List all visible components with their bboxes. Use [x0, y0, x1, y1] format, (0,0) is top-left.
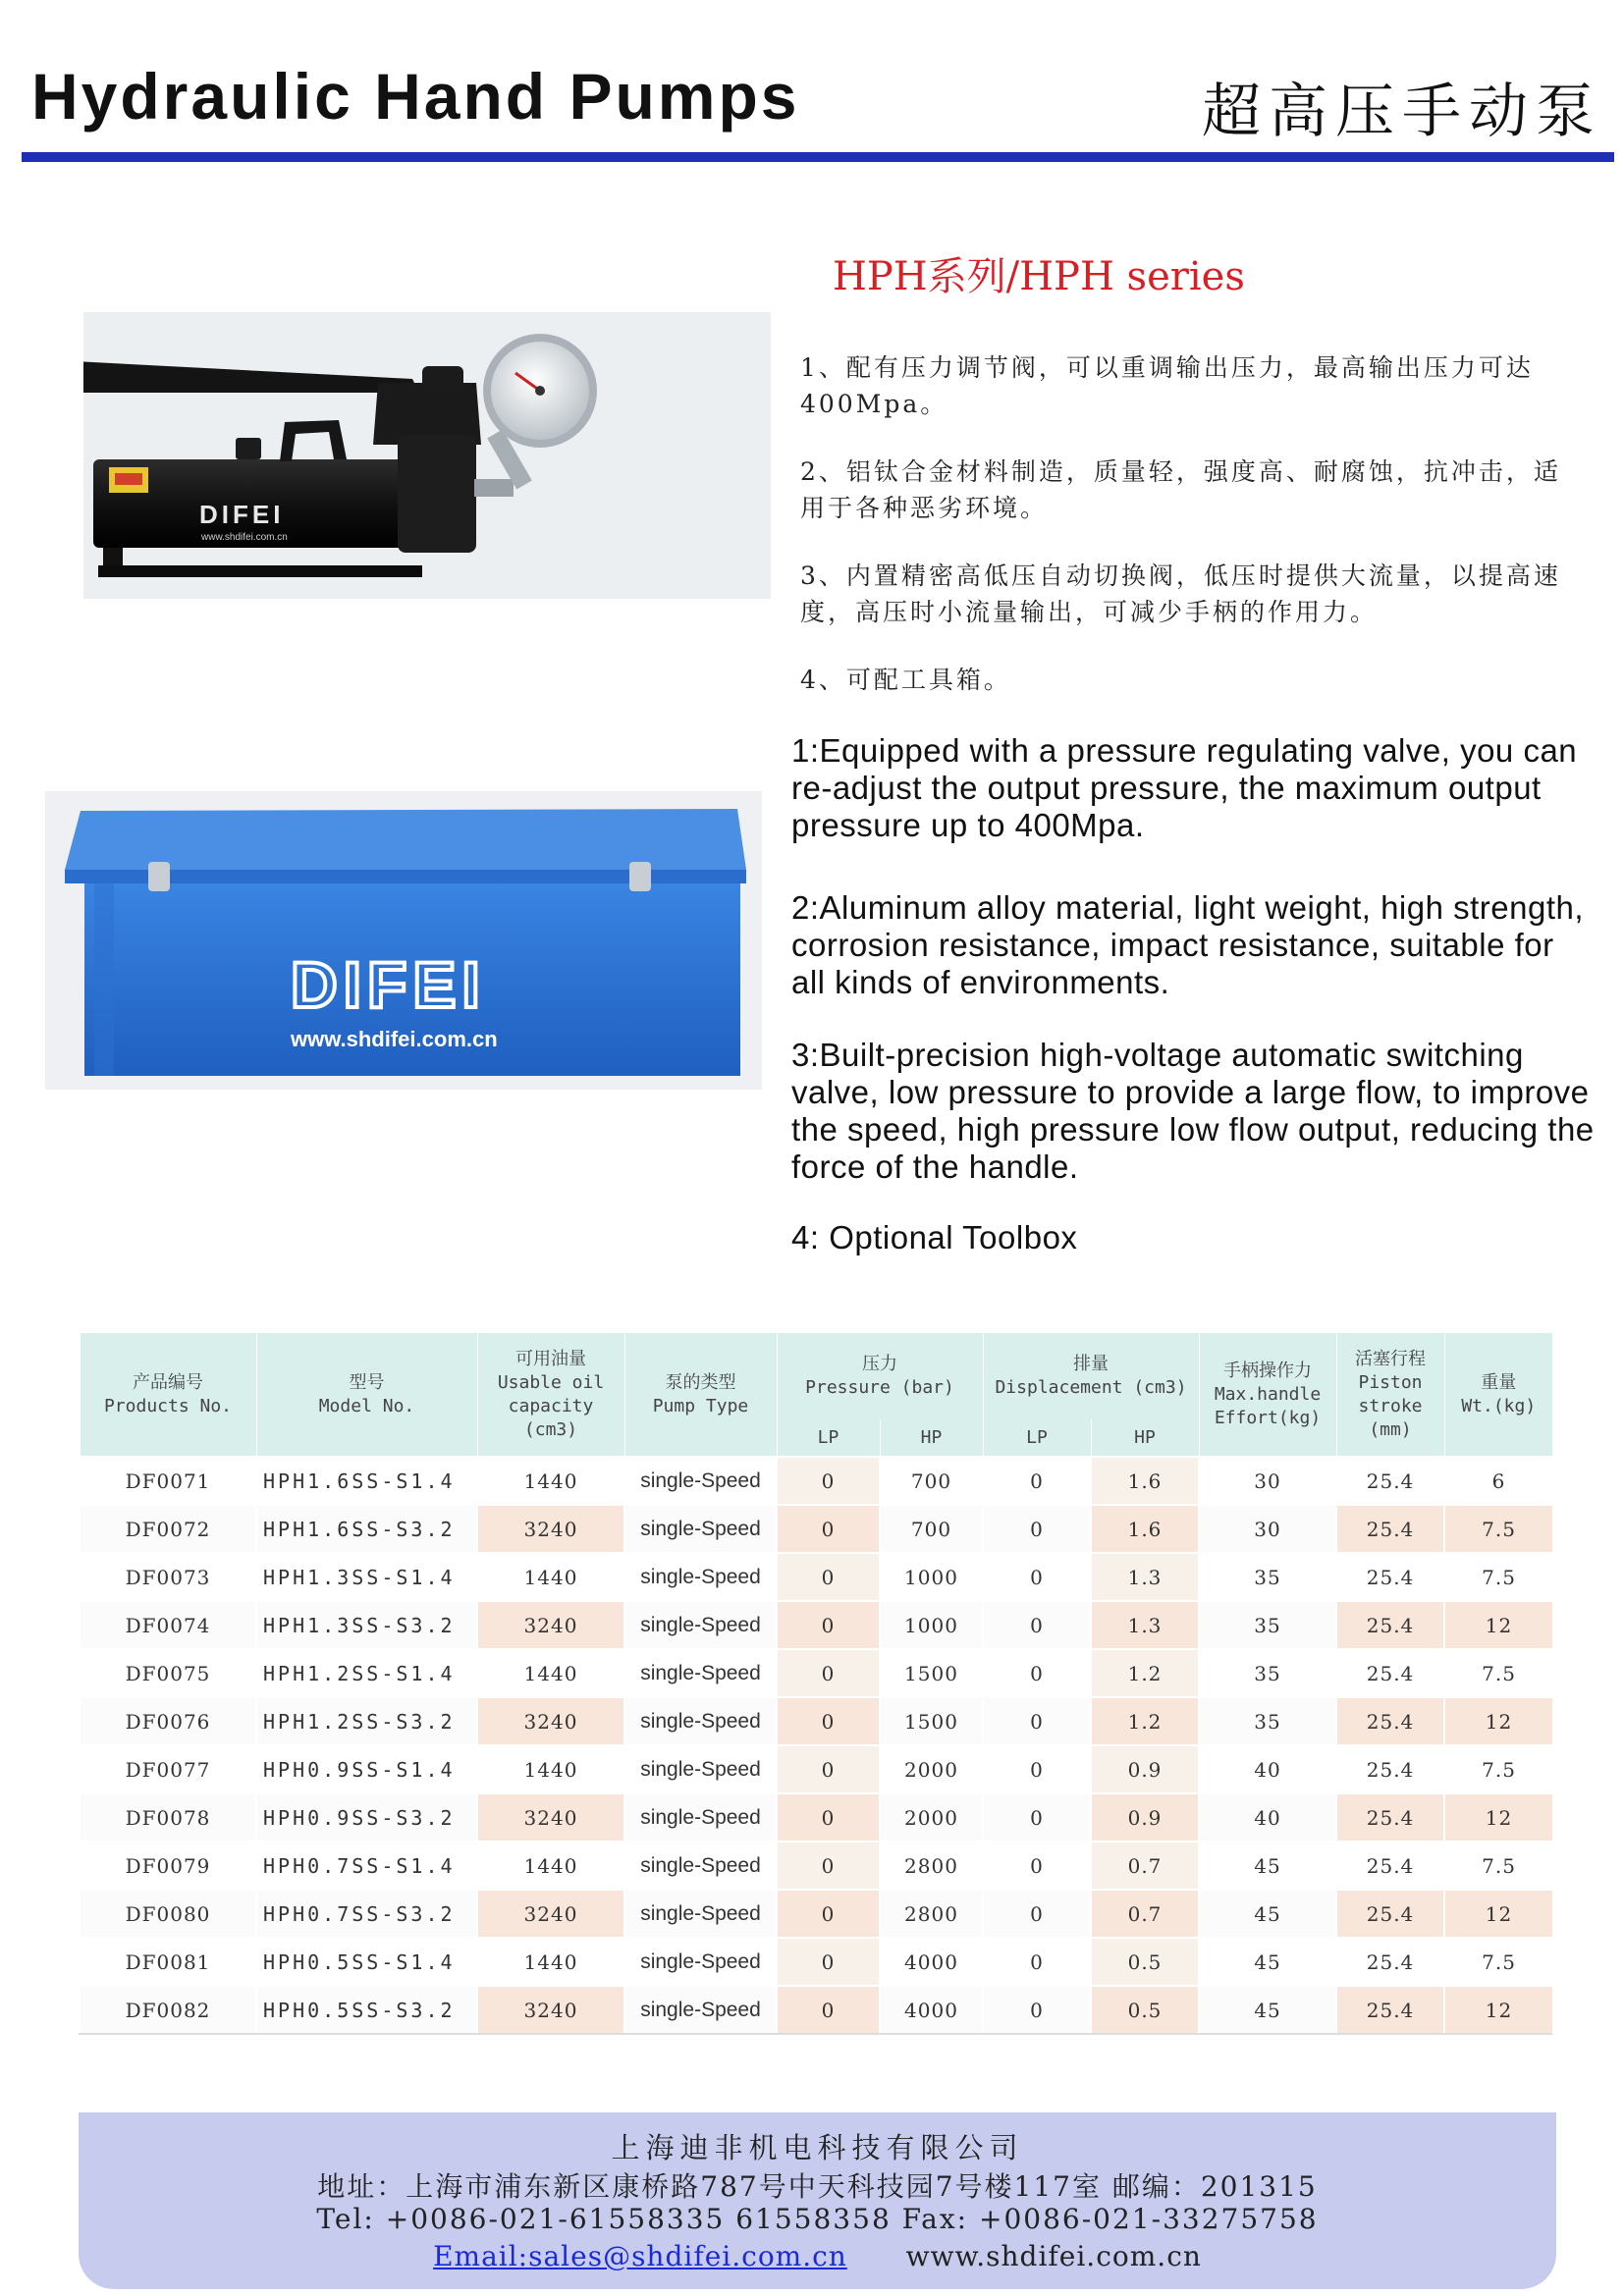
cell-disp-hp: 1.3	[1091, 1553, 1199, 1601]
table-row	[80, 1938, 1552, 1986]
header-weight-cn: 重量	[1481, 1371, 1517, 1393]
page-title-chinese: 超高压手动泵	[1202, 78, 1602, 146]
company-footer	[79, 2112, 1556, 2289]
cell-pump-type: single-Speed	[624, 1649, 777, 1697]
cell-model-no: HPH0.7SS-S1.4	[256, 1842, 477, 1890]
cell-product-no: DF0082	[80, 1986, 256, 2034]
cell-pump-type: single-Speed	[624, 1697, 777, 1745]
cell-handle-effort: 45	[1199, 1890, 1336, 1938]
header-product-cn: 产品编号	[133, 1371, 203, 1393]
hand-pump-illustration	[83, 312, 771, 599]
cell-piston-stroke: 25.4	[1336, 1793, 1444, 1842]
cell-product-no: DF0079	[80, 1842, 256, 1890]
cell-weight: 12	[1444, 1986, 1552, 2034]
cell-model-no: HPH1.6SS-S3.2	[256, 1505, 477, 1553]
cell-piston-stroke: 25.4	[1336, 1745, 1444, 1793]
cell-weight: 12	[1444, 1601, 1552, 1649]
cell-model-no: HPH1.2SS-S1.4	[256, 1649, 477, 1697]
cell-handle-effort: 35	[1199, 1553, 1336, 1601]
cell-weight: 7.5	[1444, 1938, 1552, 1986]
cell-disp-hp: 0.7	[1091, 1842, 1199, 1890]
feature-cn-3: 3、内置精密高低压自动切换阀，低压时提供大流量，以提高速度，高压时小流量输出，可减少手柄的作用力。	[800, 561, 1561, 626]
header-pump-type	[624, 1333, 777, 1457]
cell-model-no: HPH0.5SS-S1.4	[256, 1938, 477, 1986]
cell-weight: 7.5	[1444, 1842, 1552, 1890]
cell-product-no: DF0076	[80, 1697, 256, 1745]
header-product-no	[80, 1333, 256, 1457]
header-oil-en-2: capacity	[508, 1395, 594, 1416]
header-disp-hp: HP	[1091, 1419, 1199, 1457]
cell-pressure-lp: 0	[777, 1457, 880, 1505]
cell-weight: 7.5	[1444, 1553, 1552, 1601]
header-pressure	[777, 1333, 983, 1419]
hand-pump-photo	[83, 312, 771, 599]
cell-product-no: DF0078	[80, 1793, 256, 1842]
cell-piston-stroke: 25.4	[1336, 1601, 1444, 1649]
cell-weight: 12	[1444, 1697, 1552, 1745]
cell-pump-type: single-Speed	[624, 1505, 777, 1553]
table-header-row	[80, 1333, 1552, 1419]
cell-model-no: HPH1.3SS-S1.4	[256, 1553, 477, 1601]
cell-pressure-lp: 0	[777, 1745, 880, 1793]
cell-piston-stroke: 25.4	[1336, 1697, 1444, 1745]
cell-product-no: DF0077	[80, 1745, 256, 1793]
cell-weight: 6	[1444, 1457, 1552, 1505]
footer-company-name: 上海迪非机电科技有限公司	[611, 2131, 1024, 2164]
cell-disp-lp: 0	[983, 1457, 1091, 1505]
feature-cn-2: 2、铝钛合金材料制造，质量轻，强度高、耐腐蚀，抗冲击，适用于各种恶劣环境。	[800, 457, 1561, 522]
cell-pump-type: single-Speed	[624, 1601, 777, 1649]
toolbox-brand-text: DIFEI	[291, 948, 486, 1021]
footer-website: www.shdifei.com.cn	[905, 2240, 1202, 2272]
cell-disp-hp: 0.7	[1091, 1890, 1199, 1938]
cell-pressure-hp: 700	[880, 1457, 983, 1505]
cell-oil-capacity: 3240	[477, 1890, 624, 1938]
cell-pump-type: single-Speed	[624, 1986, 777, 2034]
cell-handle-effort: 45	[1199, 1986, 1336, 2034]
cell-pressure-hp: 1000	[880, 1553, 983, 1601]
cell-product-no: DF0072	[80, 1505, 256, 1553]
cell-weight: 7.5	[1444, 1649, 1552, 1697]
cell-product-no: DF0073	[80, 1553, 256, 1601]
cell-pressure-hp: 1000	[880, 1601, 983, 1649]
cell-disp-hp: 0.5	[1091, 1986, 1199, 2034]
header-effort-cn: 手柄操作力	[1223, 1360, 1313, 1381]
header-model-no	[256, 1333, 477, 1457]
cell-pressure-hp: 4000	[880, 1986, 983, 2034]
cell-pump-type: single-Speed	[624, 1793, 777, 1842]
cell-disp-hp: 0.9	[1091, 1745, 1199, 1793]
cell-pressure-hp: 1500	[880, 1649, 983, 1697]
cell-pressure-hp: 700	[880, 1505, 983, 1553]
feature-en-1: 1:Equipped with a pressure regulating valve, you can re-adjust the output pressure, the maximum output pressure up to 400Mpa.	[791, 732, 1578, 843]
table-row	[80, 1986, 1552, 2034]
header-weight-en: Wt.(kg)	[1461, 1395, 1537, 1416]
cell-disp-hp: 0.5	[1091, 1938, 1199, 1986]
cell-piston-stroke: 25.4	[1336, 1553, 1444, 1601]
table-row	[80, 1553, 1552, 1601]
cell-disp-lp: 0	[983, 1601, 1091, 1649]
header-pump-cn: 泵的类型	[665, 1371, 736, 1393]
header-product-en: Products No.	[103, 1395, 233, 1416]
header-pressure-en: Pressure (bar)	[805, 1377, 954, 1398]
header-pressure-cn: 压力	[862, 1354, 897, 1374]
header-handle-effort	[1199, 1333, 1336, 1457]
header-oil-en-1: Usable oil	[497, 1371, 605, 1393]
cell-disp-hp: 1.6	[1091, 1457, 1199, 1505]
cell-pressure-lp: 0	[777, 1890, 880, 1938]
feature-cn-1: 1、配有压力调节阀，可以重调输出压力，最高输出压力可达400Mpa。	[800, 353, 1534, 418]
header-oil-cn: 可用油量	[515, 1348, 586, 1369]
table-row	[80, 1505, 1552, 1553]
cell-handle-effort: 35	[1199, 1697, 1336, 1745]
cell-model-no: HPH1.3SS-S3.2	[256, 1601, 477, 1649]
title-divider	[22, 152, 1614, 162]
cell-pump-type: single-Speed	[624, 1745, 777, 1793]
cell-product-no: DF0075	[80, 1649, 256, 1697]
cell-disp-hp: 1.6	[1091, 1505, 1199, 1553]
cell-piston-stroke: 25.4	[1336, 1890, 1444, 1938]
cell-disp-lp: 0	[983, 1986, 1091, 2034]
cell-pressure-lp: 0	[777, 1986, 880, 2034]
header-disp-en: Displacement (cm3)	[995, 1377, 1187, 1398]
table-row	[80, 1649, 1552, 1697]
cell-product-no: DF0081	[80, 1938, 256, 1986]
footer-contact-links	[79, 2240, 1556, 2272]
header-pressure-hp: HP	[880, 1419, 983, 1457]
header-model-cn: 型号	[349, 1371, 385, 1393]
feature-cn-4: 4、可配工具箱。	[800, 666, 1011, 694]
cell-handle-effort: 35	[1199, 1601, 1336, 1649]
toolbox-url-text: www.shdifei.com.cn	[291, 1027, 498, 1051]
footer-email-link[interactable]: Email:sales@shdifei.com.cn	[433, 2240, 847, 2272]
cell-pump-type: single-Speed	[624, 1842, 777, 1890]
cell-piston-stroke: 25.4	[1336, 1649, 1444, 1697]
cell-piston-stroke: 25.4	[1336, 1986, 1444, 2034]
cell-weight: 12	[1444, 1890, 1552, 1938]
header-pump-en: Pump Type	[652, 1395, 749, 1416]
header-disp-lp: LP	[983, 1419, 1091, 1457]
cell-model-no: HPH0.9SS-S3.2	[256, 1793, 477, 1842]
header-effort-en-2: Effort(kg)	[1214, 1407, 1322, 1428]
pump-url-text: www.shdifei.com.cn	[201, 532, 288, 543]
cell-model-no: HPH0.9SS-S1.4	[256, 1745, 477, 1793]
toolbox-photo	[45, 791, 762, 1090]
cell-pressure-lp: 0	[777, 1842, 880, 1890]
cell-oil-capacity: 1440	[477, 1842, 624, 1890]
cell-pump-type: single-Speed	[624, 1890, 777, 1938]
header-stroke-en-3: (mm)	[1369, 1418, 1412, 1440]
header-stroke-cn: 活塞行程	[1355, 1348, 1427, 1369]
header-oil-en-3: (cm3)	[523, 1418, 578, 1440]
cell-pressure-lp: 0	[777, 1553, 880, 1601]
cell-disp-lp: 0	[983, 1745, 1091, 1793]
cell-handle-effort: 45	[1199, 1842, 1336, 1890]
cell-handle-effort: 35	[1199, 1649, 1336, 1697]
cell-disp-lp: 0	[983, 1842, 1091, 1890]
cell-oil-capacity: 3240	[477, 1697, 624, 1745]
cell-disp-hp: 1.2	[1091, 1649, 1199, 1697]
table-body	[80, 1457, 1552, 2034]
cell-disp-lp: 0	[983, 1793, 1091, 1842]
cell-oil-capacity: 3240	[477, 1601, 624, 1649]
cell-disp-lp: 0	[983, 1697, 1091, 1745]
cell-oil-capacity: 1440	[477, 1553, 624, 1601]
cell-oil-capacity: 3240	[477, 1505, 624, 1553]
spec-table	[79, 1333, 1551, 2035]
feature-en-2: 2:Aluminum alloy material, light weight, high strength, corrosion resistance, impact resistance, suitable for all kinds of environments.	[791, 889, 1585, 1000]
cell-handle-effort: 40	[1199, 1745, 1336, 1793]
cell-model-no: HPH1.6SS-S1.4	[256, 1457, 477, 1505]
footer-address: 地址：上海市浦东新区康桥路787号中天科技园7号楼117室 邮编：201315	[317, 2170, 1318, 2203]
header-weight	[1444, 1333, 1552, 1457]
cell-weight: 12	[1444, 1793, 1552, 1842]
cell-pressure-hp: 2000	[880, 1793, 983, 1842]
cell-model-no: HPH1.2SS-S3.2	[256, 1697, 477, 1745]
cell-disp-hp: 0.9	[1091, 1793, 1199, 1842]
cell-pressure-lp: 0	[777, 1505, 880, 1553]
feature-en-4: 4: Optional Toolbox	[791, 1219, 1078, 1255]
cell-oil-capacity: 3240	[477, 1793, 624, 1842]
table-row	[80, 1457, 1552, 1505]
cell-weight: 7.5	[1444, 1745, 1552, 1793]
cell-oil-capacity: 1440	[477, 1649, 624, 1697]
cell-pressure-hp: 1500	[880, 1697, 983, 1745]
cell-pressure-lp: 0	[777, 1649, 880, 1697]
cell-oil-capacity: 3240	[477, 1986, 624, 2034]
series-title: HPH系列/HPH series	[833, 254, 1245, 299]
footer-phone-fax: Tel: +0086-021-61558335 61558358 Fax: +0086-021-33275758	[316, 2203, 1319, 2235]
cell-disp-lp: 0	[983, 1649, 1091, 1697]
cell-product-no: DF0071	[80, 1457, 256, 1505]
toolbox-illustration	[45, 791, 762, 1090]
cell-handle-effort: 40	[1199, 1793, 1336, 1842]
header-oil-capacity	[477, 1333, 624, 1457]
cell-pump-type: single-Speed	[624, 1457, 777, 1505]
cell-pressure-lp: 0	[777, 1601, 880, 1649]
header-stroke-en-2: stroke	[1358, 1395, 1423, 1416]
cell-disp-lp: 0	[983, 1553, 1091, 1601]
header-effort-en-1: Max.handle	[1214, 1383, 1322, 1405]
table-row	[80, 1601, 1552, 1649]
header-displacement	[983, 1333, 1199, 1419]
header-piston-stroke	[1336, 1333, 1444, 1457]
cell-piston-stroke: 25.4	[1336, 1457, 1444, 1505]
cell-pressure-lp: 0	[777, 1697, 880, 1745]
cell-product-no: DF0080	[80, 1890, 256, 1938]
header-stroke-en-1: Piston	[1358, 1371, 1423, 1393]
cell-handle-effort: 30	[1199, 1505, 1336, 1553]
header-model-en: Model No.	[318, 1395, 415, 1416]
cell-oil-capacity: 1440	[477, 1457, 624, 1505]
table-row	[80, 1793, 1552, 1842]
cell-oil-capacity: 1440	[477, 1745, 624, 1793]
cell-pressure-hp: 2800	[880, 1890, 983, 1938]
cell-disp-lp: 0	[983, 1938, 1091, 1986]
pump-brand-text: DIFEI	[199, 500, 285, 529]
cell-pressure-hp: 2800	[880, 1842, 983, 1890]
table-row	[80, 1890, 1552, 1938]
cell-pressure-hp: 2000	[880, 1745, 983, 1793]
cell-pressure-hp: 4000	[880, 1938, 983, 1986]
cell-disp-hp: 1.2	[1091, 1697, 1199, 1745]
cell-disp-hp: 1.3	[1091, 1601, 1199, 1649]
cell-piston-stroke: 25.4	[1336, 1938, 1444, 1986]
header-disp-cn: 排量	[1073, 1354, 1109, 1374]
cell-pressure-lp: 0	[777, 1938, 880, 1986]
cell-product-no: DF0074	[80, 1601, 256, 1649]
table-row	[80, 1745, 1552, 1793]
cell-model-no: HPH0.7SS-S3.2	[256, 1890, 477, 1938]
cell-pump-type: single-Speed	[624, 1553, 777, 1601]
table-row	[80, 1842, 1552, 1890]
cell-model-no: HPH0.5SS-S3.2	[256, 1986, 477, 2034]
page-title: Hydraulic Hand Pumps	[31, 60, 800, 133]
cell-pump-type: single-Speed	[624, 1938, 777, 1986]
cell-weight: 7.5	[1444, 1505, 1552, 1553]
cell-piston-stroke: 25.4	[1336, 1842, 1444, 1890]
table-row	[80, 1697, 1552, 1745]
cell-handle-effort: 45	[1199, 1938, 1336, 1986]
cell-oil-capacity: 1440	[477, 1938, 624, 1986]
cell-pressure-lp: 0	[777, 1793, 880, 1842]
header-pressure-lp: LP	[777, 1419, 880, 1457]
cell-handle-effort: 30	[1199, 1457, 1336, 1505]
cell-piston-stroke: 25.4	[1336, 1505, 1444, 1553]
feature-en-3: 3:Built-precision high-voltage automatic switching valve, low pressure to provide a large flow, to improve the speed, high pressure low flow output, reducing the force of the handle.	[791, 1037, 1595, 1185]
cell-disp-lp: 0	[983, 1890, 1091, 1938]
cell-disp-lp: 0	[983, 1505, 1091, 1553]
